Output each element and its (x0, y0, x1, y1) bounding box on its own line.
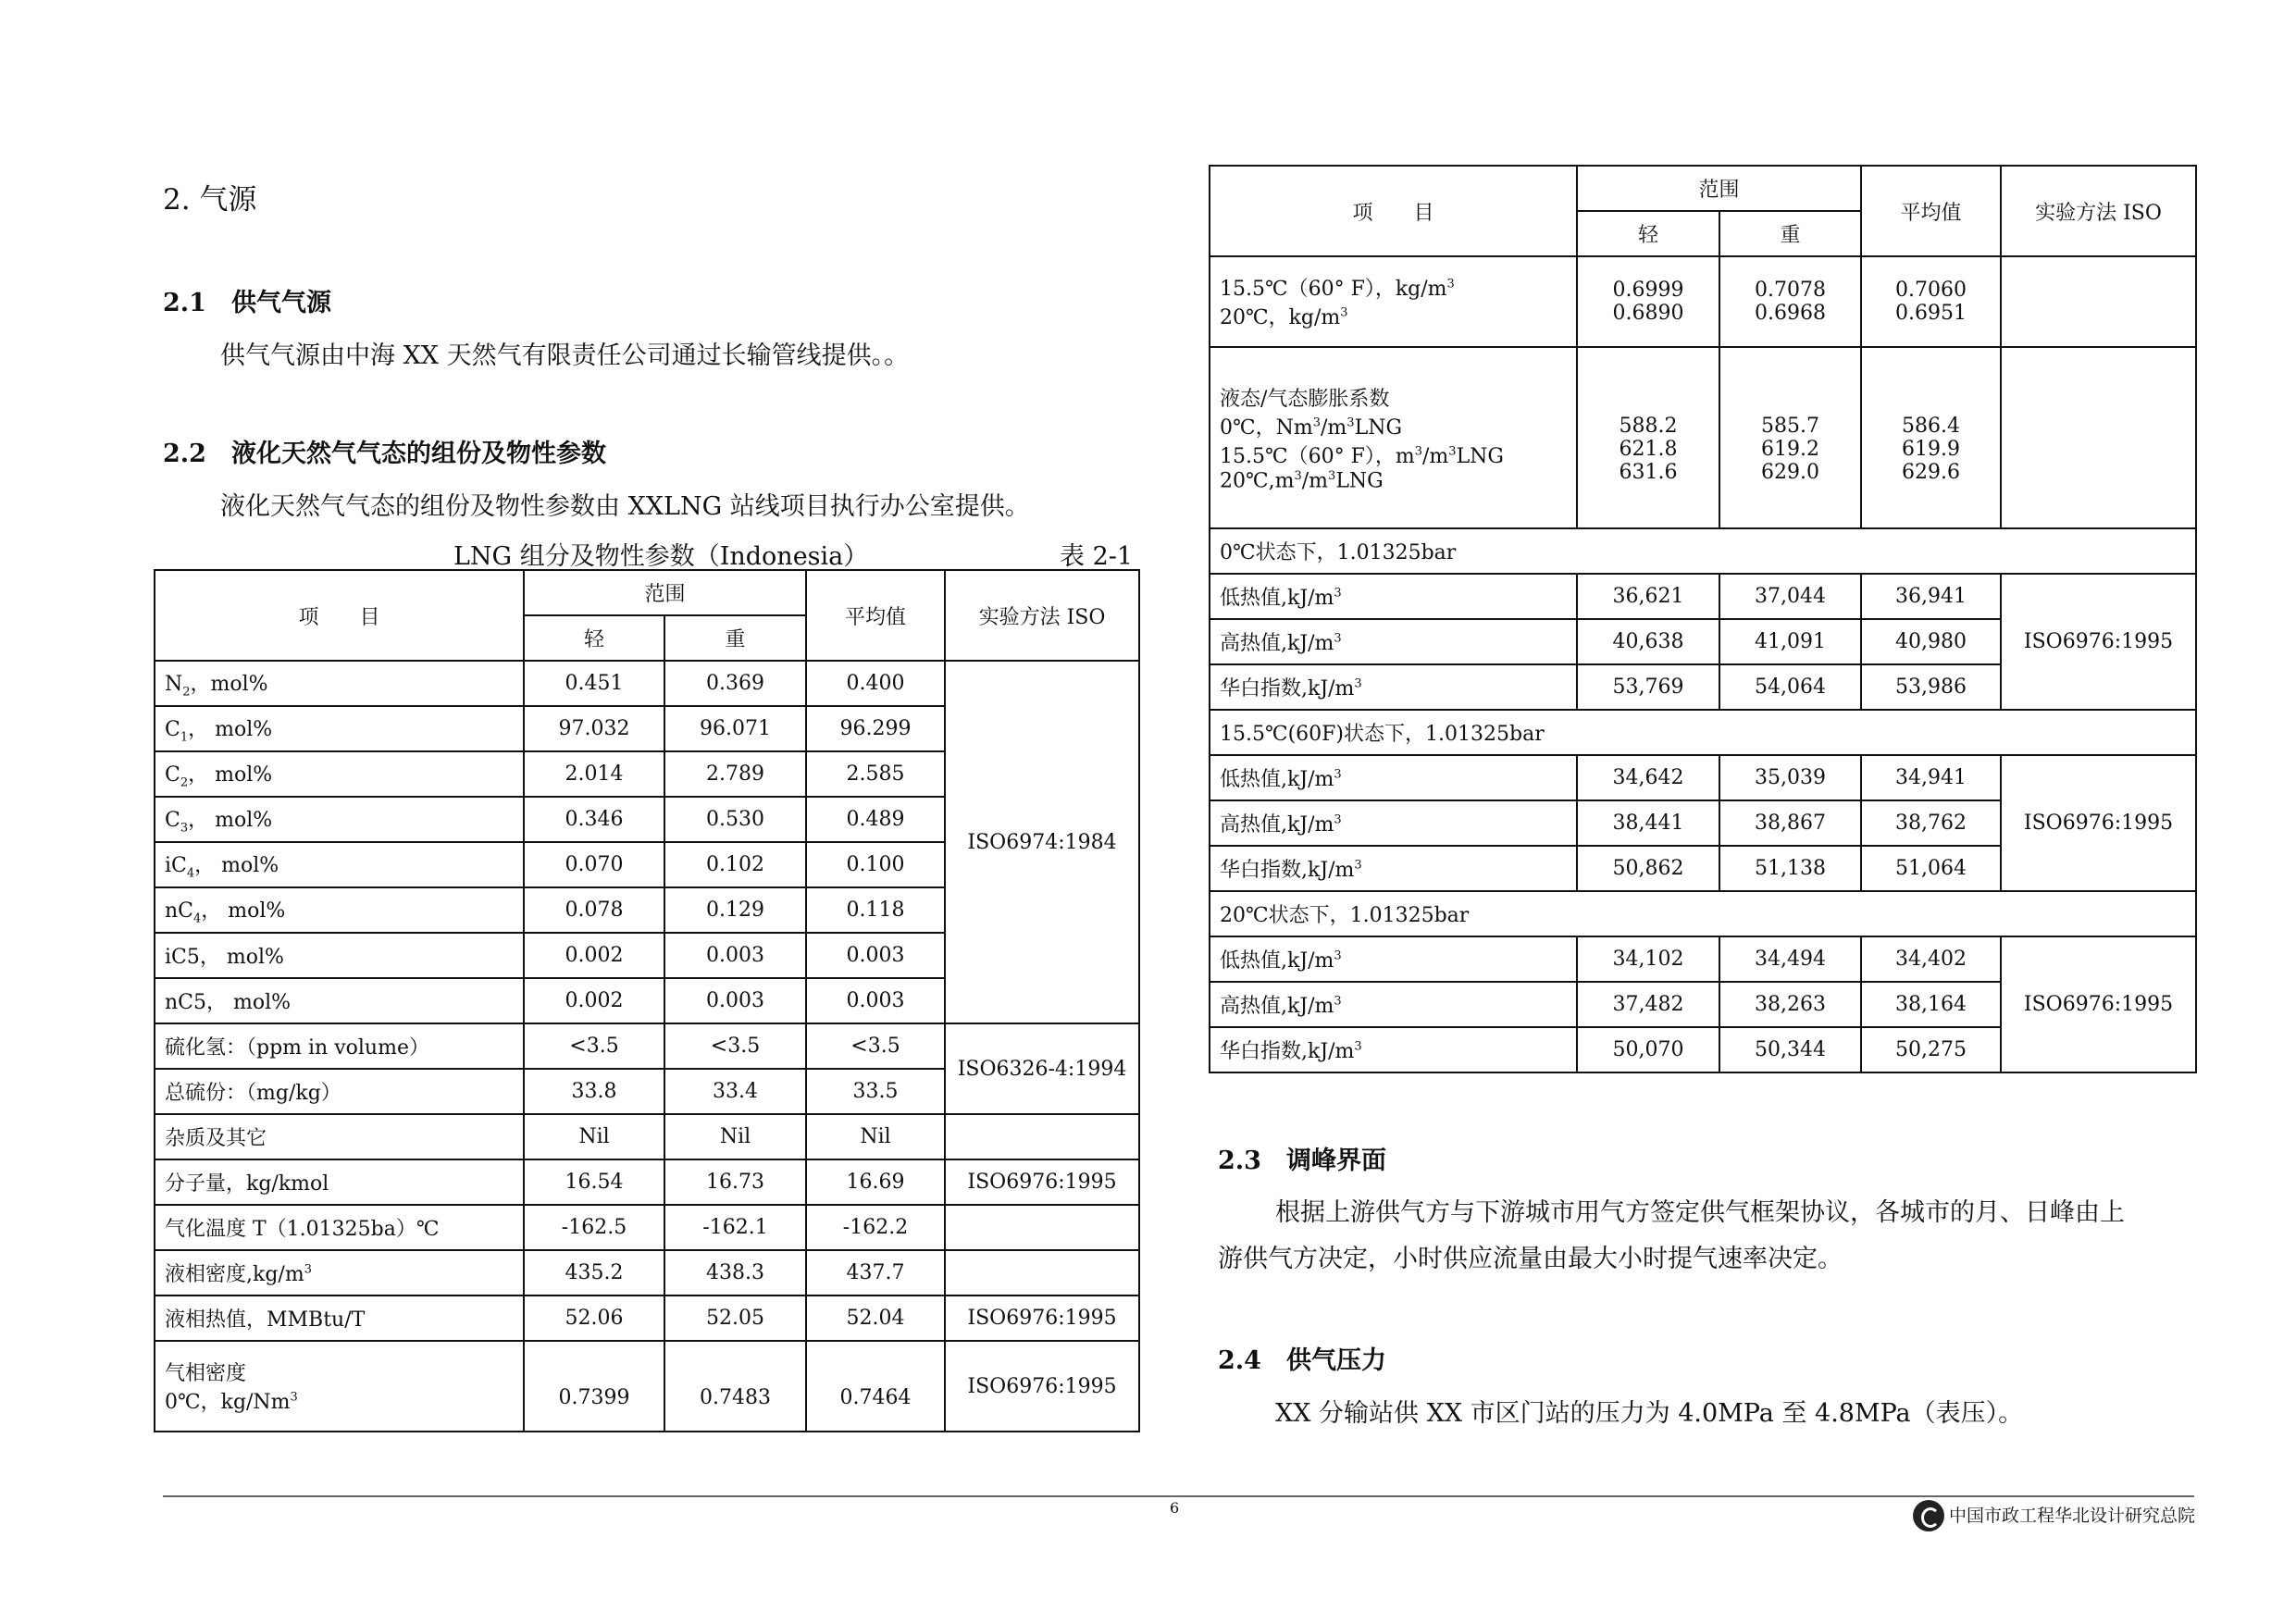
section-title: 2. 气源 (163, 183, 257, 217)
header-average: 平均值 (806, 570, 945, 661)
cell-avg: 0.003 (806, 978, 945, 1023)
header-light: 轻 (524, 615, 664, 661)
cell-avg: 0.003 (806, 933, 945, 978)
method-iso6326: ISO6326-4:1994 (945, 1023, 1139, 1114)
density-label: 15.5℃（60° F），$kg/m^3$ 20℃，$kg/m^3$ (1210, 256, 1577, 347)
table-row-label: 气化温度 T（1.01325ba）℃ (155, 1205, 524, 1250)
header-item: 项 目 (1210, 166, 1577, 256)
section-2-2-title: 2.2 液化天然气气态的组份及物性参数 (163, 440, 606, 468)
cell-light: 0.7399 (524, 1341, 664, 1432)
cell-avg: 0.100 (806, 842, 945, 887)
section-2-2-text: 液化天然气气态的组份及物性参数由 XXLNG 站线项目执行办公室提供。 (220, 492, 1030, 521)
cell-light: 34,102 (1577, 936, 1719, 982)
section-2-3-line2: 游供气方决定，小时供应流量由最大小时提气速率决定。 (1218, 1245, 1843, 1273)
cell-light: 40,638 (1577, 619, 1719, 664)
cell-avg: 36,941 (1861, 574, 2001, 619)
cell-light: 0.078 (524, 887, 664, 933)
cell-light: 0.070 (524, 842, 664, 887)
table-row-label: 华白指数$,kJ/m^3$ (1210, 1027, 1577, 1072)
header-heavy: 重 (1719, 211, 1861, 256)
lng-composition-table (154, 569, 1140, 1432)
footer-divider (163, 1495, 2194, 1497)
table-row-label: $N_2$，mol% (155, 661, 524, 706)
method-iso6976: ISO6976:1995 (945, 1295, 1139, 1341)
method-iso6976: ISO6976:1995 (945, 1341, 1139, 1432)
org-name: 中国市政工程华北设计研究总院 (1949, 1506, 2196, 1526)
cell-heavy: 37,044 (1719, 574, 1861, 619)
header-average: 平均值 (1861, 166, 2001, 256)
table-row-label: 高热值$,kJ/m^3$ (1210, 800, 1577, 846)
section-2-4-text: XX 分输站供 XX 市区门站的压力为 4.0MPa 至 4.8MPa（表压）。 (1275, 1399, 2024, 1428)
cell-method-empty (2001, 256, 2196, 347)
cell-heavy: 0.129 (664, 887, 806, 933)
page-number: 6 (1170, 1499, 1180, 1517)
table-row-label: 低热值$,kJ/m^3$ (1210, 574, 1577, 619)
cell-light: Nil (524, 1114, 664, 1159)
section-2-4-title: 2.4 供气压力 (1218, 1346, 1386, 1375)
method-iso6974: ISO6974:1984 (945, 661, 1139, 1023)
table-row-label: 低热值$,kJ/m^3$ (1210, 936, 1577, 982)
section-2-3-title: 2.3 调峰界面 (1218, 1147, 1386, 1175)
cell-heavy: 50,344 (1719, 1027, 1861, 1072)
table-row-label: 液相热值，MMBtu/T (155, 1295, 524, 1341)
table-row-label: $nC_4$， mol% (155, 887, 524, 933)
header-range: 范围 (524, 570, 806, 615)
cell-method-empty (2001, 347, 2196, 528)
condition-row: 15.5℃(60F)状态下，1.01325bar (1210, 710, 2196, 755)
cell-method-empty (945, 1114, 1139, 1159)
cell-light: <3.5 (524, 1023, 664, 1069)
table-row-label: 总硫份：（mg/kg） (155, 1069, 524, 1114)
cell-heavy: 96.071 (664, 706, 806, 751)
cell-light: 0.002 (524, 933, 664, 978)
method-iso6976: ISO6976:1995 (945, 1159, 1139, 1205)
cell-heavy: 38,867 (1719, 800, 1861, 846)
table-row-label: 分子量，kg/kmol (155, 1159, 524, 1205)
cell-avg: 38,762 (1861, 800, 2001, 846)
org-logo-icon (1913, 1500, 1944, 1531)
cell-light: 0.6999 0.6890 (1577, 256, 1719, 347)
cell-avg: 52.04 (806, 1295, 945, 1341)
cell-light: 588.2 621.8 631.6 (1577, 347, 1719, 528)
cell-heavy: 0.7483 (664, 1341, 806, 1432)
cell-avg: Nil (806, 1114, 945, 1159)
cell-heavy: 0.7078 0.6968 (1719, 256, 1861, 347)
header-method: 实验方法 ISO (2001, 166, 2196, 256)
cell-light: 97.032 (524, 706, 664, 751)
cell-heavy: <3.5 (664, 1023, 806, 1069)
cell-avg: 34,402 (1861, 936, 2001, 982)
cell-avg: 586.4 619.9 629.6 (1861, 347, 2001, 528)
lng-properties-table-continued (1209, 165, 2197, 1073)
cell-heavy: 438.3 (664, 1250, 806, 1295)
cell-light: 37,482 (1577, 982, 1719, 1027)
cell-light: 435.2 (524, 1250, 664, 1295)
cell-heavy: 2.789 (664, 751, 806, 797)
cell-heavy: Nil (664, 1114, 806, 1159)
expansion-label: 液态/气态膨胀系数 0℃，$Nm^3/m^3LNG$ 15.5℃（60° F），$m^3/m^3LNG$ $20℃,m^3/m^3LNG$ (1210, 347, 1577, 528)
cell-avg: 0.489 (806, 797, 945, 842)
cell-heavy: 35,039 (1719, 755, 1861, 800)
section-2-1-title: 2.1 供气气源 (163, 289, 331, 317)
cell-light: -162.5 (524, 1205, 664, 1250)
table-row-label: 高热值$,kJ/m^3$ (1210, 982, 1577, 1027)
cell-heavy: 585.7 619.2 629.0 (1719, 347, 1861, 528)
table-row-label: 低热值$,kJ/m^3$ (1210, 755, 1577, 800)
header-item: 项 目 (155, 570, 524, 661)
header-range: 范围 (1577, 166, 1861, 211)
table-row-label: $C_3$， mol% (155, 797, 524, 842)
cell-heavy: 0.369 (664, 661, 806, 706)
cell-avg: 0.7060 0.6951 (1861, 256, 2001, 347)
cell-avg: 0.400 (806, 661, 945, 706)
cell-light: 2.014 (524, 751, 664, 797)
cell-heavy: 41,091 (1719, 619, 1861, 664)
condition-row: 0℃状态下，1.01325bar (1210, 528, 2196, 574)
cell-light: 36,621 (1577, 574, 1719, 619)
cell-light: 52.06 (524, 1295, 664, 1341)
method-iso6976: ISO6976:1995 (2001, 574, 2196, 710)
cell-avg: 437.7 (806, 1250, 945, 1295)
cell-heavy: 54,064 (1719, 664, 1861, 710)
cell-avg: 16.69 (806, 1159, 945, 1205)
cell-method-empty (945, 1205, 1139, 1250)
cell-heavy: 0.102 (664, 842, 806, 887)
cell-avg: 96.299 (806, 706, 945, 751)
gas-density-label: 气相密度 0℃，kg/Nm$^3$ (155, 1341, 524, 1432)
cell-avg: 2.585 (806, 751, 945, 797)
table-row-label: 高热值$,kJ/m^3$ (1210, 619, 1577, 664)
table-row-label: $C_1$， mol% (155, 706, 524, 751)
cell-light: 0.451 (524, 661, 664, 706)
table-row-label: 硫化氢：（ppm in volume） (155, 1023, 524, 1069)
cell-light: 34,642 (1577, 755, 1719, 800)
cell-avg: 34,941 (1861, 755, 2001, 800)
section-2-3-line1: 根据上游供气方与下游城市用气方签定供气框架协议，各城市的月、日峰由上 (1275, 1198, 2125, 1227)
cell-avg: 0.118 (806, 887, 945, 933)
cell-avg: 50,275 (1861, 1027, 2001, 1072)
cell-light: 50,862 (1577, 846, 1719, 891)
cell-avg: 33.5 (806, 1069, 945, 1114)
cell-heavy: -162.1 (664, 1205, 806, 1250)
header-method: 实验方法 ISO (945, 570, 1139, 661)
cell-heavy: 0.003 (664, 978, 806, 1023)
cell-light: 0.002 (524, 978, 664, 1023)
table-row-label: $C_2$， mol% (155, 751, 524, 797)
cell-avg: 38,164 (1861, 982, 2001, 1027)
cell-light: 50,070 (1577, 1027, 1719, 1072)
table-row-label: 液相密度$,kg/m^3$ (155, 1250, 524, 1295)
header-light: 轻 (1577, 211, 1719, 256)
table-row-label: 华白指数$,kJ/m^3$ (1210, 664, 1577, 710)
cell-avg: -162.2 (806, 1205, 945, 1250)
section-2-1-text: 供气气源由中海 XX 天然气有限责任公司通过长输管线提供。。 (220, 341, 910, 370)
table-row-label: $iC_4$， mol% (155, 842, 524, 887)
cell-light: 38,441 (1577, 800, 1719, 846)
cell-heavy: 38,263 (1719, 982, 1861, 1027)
table-row-label: 华白指数$,kJ/m^3$ (1210, 846, 1577, 891)
method-iso6976: ISO6976:1995 (2001, 755, 2196, 891)
cell-avg: 0.7464 (806, 1341, 945, 1432)
cell-light: 53,769 (1577, 664, 1719, 710)
table-number: 表 2-1 (1060, 542, 1134, 571)
cell-light: 16.54 (524, 1159, 664, 1205)
cell-heavy: 16.73 (664, 1159, 806, 1205)
cell-avg: 51,064 (1861, 846, 2001, 891)
cell-heavy: 0.530 (664, 797, 806, 842)
cell-avg: 53,986 (1861, 664, 2001, 710)
cell-light: 0.346 (524, 797, 664, 842)
cell-avg: 40,980 (1861, 619, 2001, 664)
table-row-label: 杂质及其它 (155, 1114, 524, 1159)
table-caption: LNG 组分及物性参数（Indonesia） (453, 542, 869, 571)
cell-light: 33.8 (524, 1069, 664, 1114)
cell-heavy: 0.003 (664, 933, 806, 978)
cell-heavy: 33.4 (664, 1069, 806, 1114)
cell-method-empty (945, 1250, 1139, 1295)
condition-row: 20℃状态下，1.01325bar (1210, 891, 2196, 936)
cell-avg: <3.5 (806, 1023, 945, 1069)
cell-heavy: 52.05 (664, 1295, 806, 1341)
table-row-label: iC5， mol% (155, 933, 524, 978)
table-row-label: nC5， mol% (155, 978, 524, 1023)
cell-heavy: 51,138 (1719, 846, 1861, 891)
header-heavy: 重 (664, 615, 806, 661)
cell-heavy: 34,494 (1719, 936, 1861, 982)
method-iso6976: ISO6976:1995 (2001, 936, 2196, 1072)
